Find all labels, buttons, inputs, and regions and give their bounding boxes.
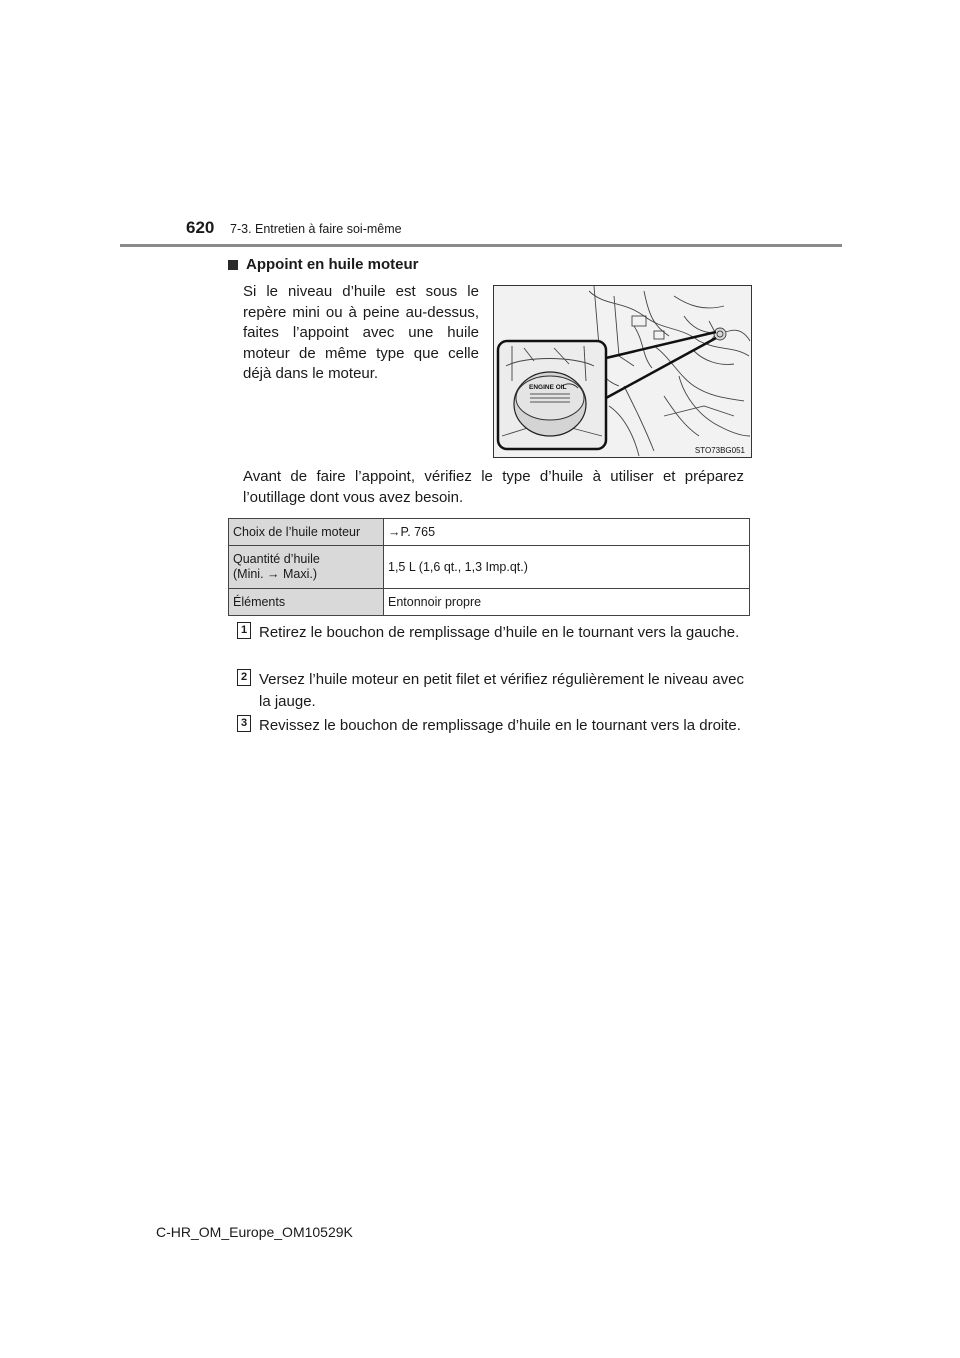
illustration-code: STO73BG051 [694,446,745,455]
table-key-line: Quantité d’huile [233,552,320,566]
engine-bay-drawing [494,286,751,457]
step-1 [237,622,744,644]
table-row [229,546,750,589]
section-heading [228,256,419,273]
page-number: 620 [186,218,215,237]
step-text: Versez l’huile moteur en petit filet et vérifiez régulièrement le niveau avec la jauge. [259,671,744,710]
bullet-square-icon [228,260,238,270]
step-text: Revissez le bouchon de remplissage d’huile en le tournant vers la droite. [259,717,741,734]
step-number-badge: 3 [237,715,251,732]
table-row [229,589,750,616]
table-key: Éléments [229,589,384,616]
table-value: 1,5 L (1,6 qt., 1,3 Imp.qt.) [384,546,750,589]
table-value: Entonnoir propre [384,589,750,616]
footer-doc-id: C-HR_OM_Europe_OM10529K [156,1224,353,1240]
table-key-line: (Mini. → Maxi.) [233,567,318,581]
table-key [229,546,384,589]
table-value: →P. 765 [384,519,750,546]
intro-paragraph: Si le niveau d’huile est sous le repère mini ou à peine au-dessus, faites l’appoint avec une huile moteur de même type que celle déjà dans le moteur. [243,283,479,382]
engine-oil-cap-illustration [493,285,752,458]
header-rule [120,244,842,247]
step-2 [237,669,744,713]
step-number-badge: 2 [237,669,251,686]
step-text: Retirez le bouchon de remplissage d’huile en le tournant vers la gauche. [259,624,740,641]
step-3 [237,715,744,737]
preparation-paragraph: Avant de faire l’appoint, vérifiez le type d’huile à utiliser et préparez l’outillage dont vous avez besoin. [243,468,744,506]
heading-text: Appoint en huile moteur [246,256,419,273]
table-key: Choix de l’huile moteur [229,519,384,546]
table-row [229,519,750,546]
step-number-badge: 1 [237,622,251,639]
oil-spec-table [228,518,750,616]
cap-label-text: ENGINE OIL [529,384,567,391]
section-title: 7-3. Entretien à faire soi-même [230,222,402,236]
